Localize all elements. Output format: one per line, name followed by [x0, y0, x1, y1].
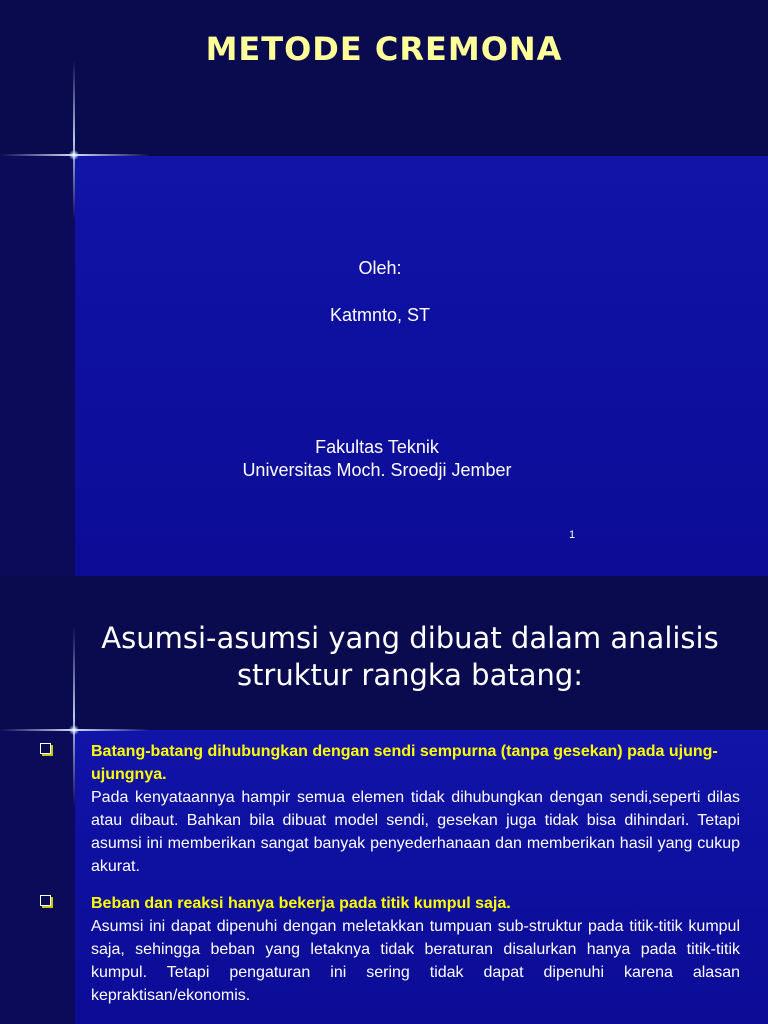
slide-title	[60, 620, 760, 694]
bullet-heading: Batang-batang dihubungkan dengan sendi sempurna (tanpa gesekan) pada ujung-ujungnya.	[91, 743, 718, 783]
bullet-heading: Beban dan reaksi hanya bekerja pada titik kumpul saja.	[91, 895, 511, 912]
by-label: Oleh:	[358, 258, 402, 278]
slide-background-left-strip	[0, 156, 75, 576]
bullet-body: Asumsi ini dapat dipenuhi dengan meletakkan tumpuan sub-struktur pada titik-titik kumpul saja, sehingga beban yang letaknya tidak beraturan disalurkan hanya pada titik-titik kumpul. Tetapi pengaturan ini sering tidak dapat dipenuhi karena alasan kepraktisan/ekonomis.	[91, 918, 740, 1004]
slide-2	[0, 576, 768, 1024]
university-name: Universitas Moch. Sroedji Jember	[242, 460, 512, 480]
page-number: 1	[569, 529, 576, 541]
slide-title-line-2: struktur rangka batang:	[236, 658, 584, 692]
slide-title: METODE CREMONA	[205, 30, 563, 68]
author-name: Katmnto, ST	[329, 305, 431, 325]
faculty-name: Fakultas Teknik	[315, 437, 439, 457]
slide-title-line-1: Asumsi-asumsi yang dibuat dalam analisis	[101, 621, 719, 655]
bullet-body: Pada kenyataannya hampir semua elemen tidak dihubungkan dengan sendi,seperti dilas atau dibaut. Bahkan bila dibuat model sendi, gesekan juga tidak bisa dihindari. Tetapi asumsi ini memberikan sangat banyak penyederhanaan dan memberikan hasil yang cukup akurat.	[91, 789, 740, 875]
slide-background-panel	[75, 156, 768, 576]
list-item	[40, 740, 740, 878]
checkbox-bullet-icon	[40, 895, 51, 906]
checkbox-bullet-icon	[40, 743, 51, 754]
list-item	[40, 892, 740, 1007]
